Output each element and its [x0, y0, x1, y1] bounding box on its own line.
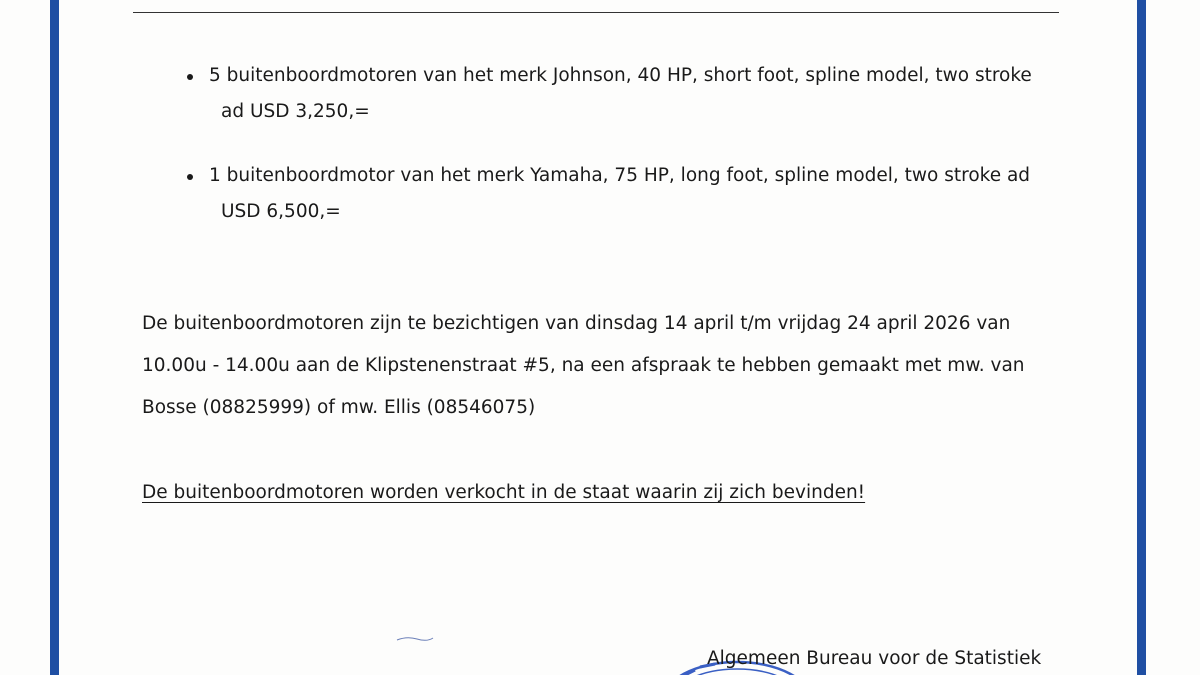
- viewing-line1: De buitenboordmotoren zijn te bezichtigen van dinsdag 14 april t/m vrijdag 24 april 2026 van: [142, 313, 1011, 334]
- item-text-line1: 5 buitenboordmotoren van het merk Johnson, 40 HP, short foot, spline model, two stroke: [209, 65, 1032, 86]
- item-text-line1: 1 buitenboordmotor van het merk Yamaha, 75 HP, long foot, spline model, two stroke ad: [209, 165, 1031, 186]
- list-item: [183, 158, 1063, 230]
- viewing-paragraph: [142, 303, 1062, 429]
- bullet-icon: [187, 74, 193, 80]
- right-border: [1137, 0, 1146, 675]
- bullet-icon: [187, 174, 193, 180]
- motor-list: [183, 58, 1063, 258]
- item-text-line2: ad USD 3,250,=: [221, 101, 370, 122]
- viewing-line2: 10.00u - 14.00u aan de Klipstenenstraat #5, na een afspraak te hebben gemaakt met mw. van: [142, 355, 1025, 376]
- condition-note: De buitenboordmotoren worden verkocht in de staat waarin zij zich bevinden!: [142, 482, 866, 503]
- signature-mark-icon: [395, 632, 435, 644]
- top-rule: [133, 12, 1059, 13]
- left-border: [50, 0, 59, 675]
- item-text-line2: USD 6,500,=: [221, 201, 341, 222]
- organization-name: Algemeen Bureau voor de Statistiek: [707, 648, 1042, 669]
- viewing-line3: Bosse (08825999) of mw. Ellis (08546075): [142, 397, 536, 418]
- list-item: [183, 58, 1063, 130]
